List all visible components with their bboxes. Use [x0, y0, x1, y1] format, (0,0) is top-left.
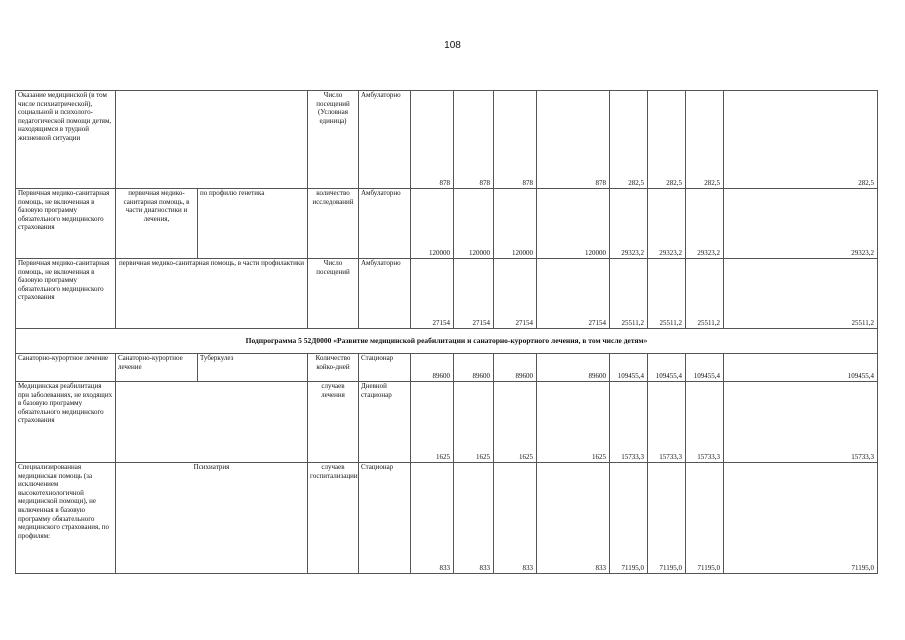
table-row	[16, 382, 878, 463]
service-name-cell: Оказание медицинской (в том числе психиатрической), социальной и психолого-педагогической помощи детям, находящимся в трудной жизненной ситуации	[16, 91, 116, 189]
cost-cell: 109455,4	[648, 354, 686, 382]
cost-cell: 15733,3	[648, 382, 686, 463]
volume-cell: 878	[411, 91, 454, 189]
service-type-cell	[116, 91, 308, 189]
cost-cell: 25511,2	[648, 259, 686, 329]
service-name-cell: Первичная медико-санитарная помощь, не включенная в базовую программу обязательного медицинского страхования	[16, 189, 116, 259]
cost-cell: 282,5	[648, 91, 686, 189]
volume-cell: 1625	[537, 382, 610, 463]
volume-cell: 120000	[411, 189, 454, 259]
condition-cell: Стационар	[359, 463, 411, 574]
service-name-cell: Санаторно-курортное лечение	[16, 354, 116, 382]
volume-cell: 1625	[411, 382, 454, 463]
table-row	[16, 189, 878, 259]
cost-cell: 29323,2	[724, 189, 878, 259]
unit-cell: Количество койко-дней	[308, 354, 359, 382]
volume-cell: 833	[537, 463, 610, 574]
volume-cell: 833	[494, 463, 537, 574]
volume-cell: 89600	[411, 354, 454, 382]
cost-cell: 25511,2	[686, 259, 724, 329]
unit-cell: Число посещений (Условная единица)	[308, 91, 359, 189]
service-type-cell: Психиатрия	[116, 463, 308, 574]
cost-cell: 25511,2	[724, 259, 878, 329]
subprogram-title: Подпрограмма 5 52Д0000 «Развитие медицинской реабилитации и санаторно-курортного лечения, в том числе детям»	[16, 329, 878, 354]
volume-cell: 1625	[494, 382, 537, 463]
service-type-cell	[116, 382, 308, 463]
volume-cell: 27154	[537, 259, 610, 329]
cost-cell: 71195,0	[686, 463, 724, 574]
service-name-cell: Специализированная медицинская помощь (за исключением высокотехнологичной медицинской помощи), не включенная в базовую программу обязательного медицинского страхования, по профилям:	[16, 463, 116, 574]
cost-cell: 15733,3	[724, 382, 878, 463]
volume-cell: 89600	[537, 354, 610, 382]
cost-cell: 71195,0	[648, 463, 686, 574]
volume-cell: 833	[454, 463, 494, 574]
volume-cell: 89600	[494, 354, 537, 382]
cost-cell: 15733,3	[610, 382, 648, 463]
volume-cell: 120000	[454, 189, 494, 259]
volume-cell: 833	[411, 463, 454, 574]
cost-cell: 282,5	[610, 91, 648, 189]
condition-cell: Амбулаторно	[359, 91, 411, 189]
service-type-cell: первичная медико-санитарная помощь, в части диагностики и лечения,	[116, 189, 198, 259]
service-name-cell: Медицинская реабилитация при заболеваниях, не входящих в базовую программу обязательного медицинского страхования	[16, 382, 116, 463]
cost-cell: 109455,4	[686, 354, 724, 382]
volume-cell: 878	[494, 91, 537, 189]
condition-cell: Амбулаторно	[359, 189, 411, 259]
cost-cell: 282,5	[686, 91, 724, 189]
cost-cell: 282,5	[724, 91, 878, 189]
cost-cell: 29323,2	[610, 189, 648, 259]
volume-cell: 89600	[454, 354, 494, 382]
unit-cell: случаев лечения	[308, 382, 359, 463]
cost-cell: 109455,4	[610, 354, 648, 382]
cost-cell: 29323,2	[648, 189, 686, 259]
volume-cell: 120000	[537, 189, 610, 259]
page-number: 108	[444, 40, 461, 51]
cost-cell: 25511,2	[610, 259, 648, 329]
services-table	[15, 90, 878, 574]
volume-cell: 878	[537, 91, 610, 189]
profile-cell: по профилю генетика	[198, 189, 308, 259]
unit-cell: случаев госпитализации	[308, 463, 359, 574]
table-row	[16, 91, 878, 189]
profile-cell: Туберкулез	[198, 354, 308, 382]
volume-cell: 1625	[454, 382, 494, 463]
unit-cell: Число посещений	[308, 259, 359, 329]
volume-cell: 878	[454, 91, 494, 189]
cost-cell: 109455,4	[724, 354, 878, 382]
subprogram-row	[16, 329, 878, 354]
table-row	[16, 354, 878, 382]
cost-cell: 71195,0	[610, 463, 648, 574]
table-row	[16, 259, 878, 329]
unit-cell: количество исследований	[308, 189, 359, 259]
service-type-cell: Санаторно-курортное лечение	[116, 354, 198, 382]
service-type-cell: первичная медико-санитарная помощь, в части профилактики	[116, 259, 308, 329]
volume-cell: 27154	[494, 259, 537, 329]
volume-cell: 27154	[411, 259, 454, 329]
table-row	[16, 463, 878, 574]
condition-cell: Стационар	[359, 354, 411, 382]
service-name-cell: Первичная медико-санитарная помощь, не включенная в базовую программу обязательного медицинского страхования	[16, 259, 116, 329]
cost-cell: 71195,0	[724, 463, 878, 574]
condition-cell: Амбулаторно	[359, 259, 411, 329]
cost-cell: 29323,2	[686, 189, 724, 259]
condition-cell: Дневной стационар	[359, 382, 411, 463]
volume-cell: 120000	[494, 189, 537, 259]
volume-cell: 27154	[454, 259, 494, 329]
cost-cell: 15733,3	[686, 382, 724, 463]
